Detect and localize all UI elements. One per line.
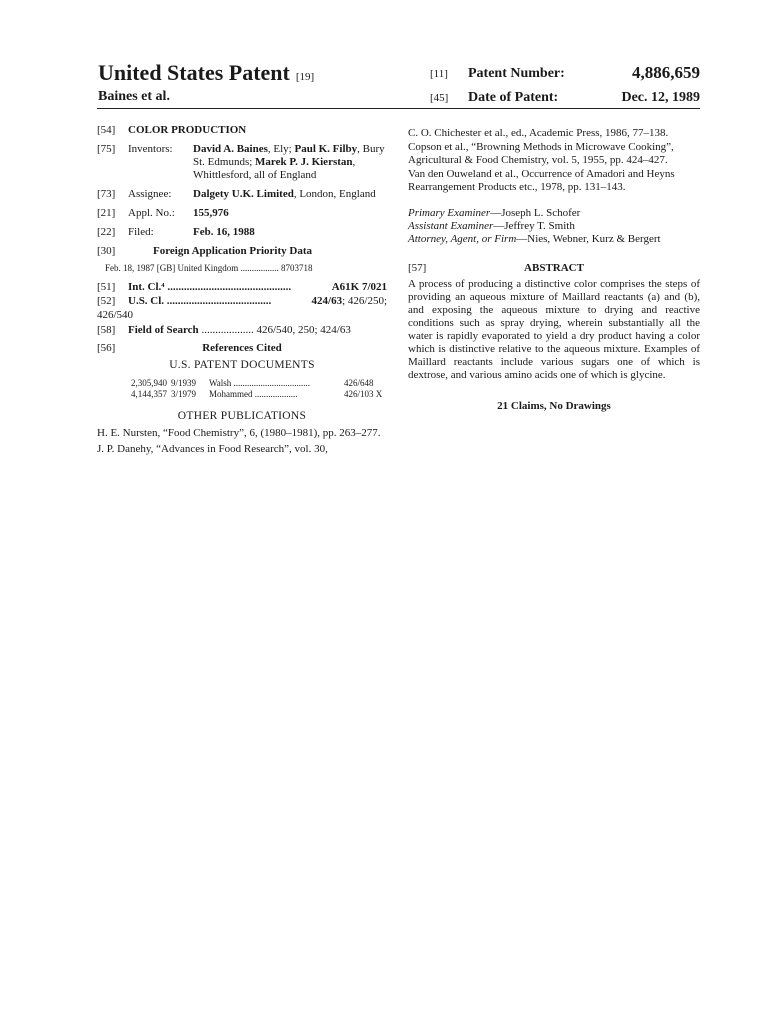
us-cl-primary: 424/63 [311, 295, 343, 307]
inventor-location: , Ely; [267, 143, 295, 155]
field-of-search-row [97, 324, 387, 337]
field-label: Assignee: [128, 188, 172, 200]
left-column [97, 124, 387, 459]
search-label: Field of Search [128, 324, 199, 336]
primary-examiner [408, 207, 700, 220]
int-cl-row [97, 281, 387, 294]
ref-number: 4,144,357 [131, 389, 167, 399]
publication-entry: C. O. Chichester et al., ed., Academic Press, 1986, 77–138. [408, 127, 669, 139]
patent-number: 4,886,659 [632, 63, 700, 82]
patent-office-title [98, 60, 314, 86]
spacer [408, 195, 700, 207]
priority-title: Foreign Application Priority Data [153, 245, 312, 257]
patent-number-row [430, 63, 700, 82]
publication-entry: H. E. Nursten, “Food Chemistry”, 6, (1980–1981), pp. 263–277. [97, 427, 381, 439]
field-label: Inventors: [128, 143, 173, 155]
int-cl-label: Int. Cl.⁴ ............................................. [128, 281, 292, 293]
applicant-name: Baines et al. [98, 89, 170, 104]
inventor-location: , Bury St. Edmunds; [193, 143, 385, 168]
header-rule [97, 108, 700, 109]
priority-row: Feb. 18, 1987 [GB] United Kingdom ................. 8703718 [105, 263, 313, 273]
title-text: United States Patent [98, 60, 290, 85]
claims-summary: 21 Claims, No Drawings [497, 400, 611, 412]
right-column [408, 127, 700, 413]
abstract-text: A process of producing a distinctive color comprises the steps of providing an aqueous mixture of Maillard reactants (a) and (b), and exposing the aqueous mixture to drying and reactive conditions such as spray drying, wherein substantially all the water is rapidly evaporated to yield a dry product having a color which is distinctive relative to the aqueous mixture. Examples of Maillard reactants include various sugars one of which is dextrose, and various amino acids one of which is glycine. [408, 278, 700, 381]
primary-examiner-name: —Joseph L. Schofer [490, 207, 581, 219]
us-cl-label: U.S. Cl. ...................................... [128, 295, 272, 307]
inventor-name: Paul K. Filby [294, 143, 358, 155]
attorney [408, 233, 700, 246]
date-code: [45] [430, 92, 449, 104]
attorney-label: Attorney, Agent, or Firm [408, 233, 517, 245]
ref-class: 426/648 [344, 378, 374, 388]
assistant-examiner-name: —Jeffrey T. Smith [493, 220, 575, 232]
assistant-examiner-label: Assistant Examiner [408, 220, 494, 232]
search-value: ................... 426/540, 250; 424/63 [198, 324, 351, 336]
priority-heading [97, 245, 387, 258]
filed-date: Feb. 16, 1988 [193, 226, 255, 238]
date-of-patent: Dec. 12, 1989 [621, 90, 700, 105]
field-code: [21] [97, 207, 116, 219]
field-code: [54] [97, 124, 116, 136]
publication-entry: Van den Ouweland et al., Occurrence of Amadori and Heyns Rearrangement Products etc., 1978, pp. 131–143. [408, 168, 675, 193]
patent-ref-row [119, 378, 387, 389]
date-of-patent-row [430, 90, 700, 106]
abstract-title: ABSTRACT [524, 262, 584, 274]
filed-field [97, 226, 387, 239]
ref-class: 426/103 X [344, 389, 383, 399]
patent-number-code: [11] [430, 68, 448, 80]
field-code: [52] [97, 295, 116, 307]
field-code: [75] [97, 143, 116, 155]
field-code: [30] [97, 245, 116, 257]
attorney-name: —Nies, Webner, Kurz & Bergert [516, 233, 661, 245]
title-field [97, 124, 387, 137]
field-code: [22] [97, 226, 116, 238]
ref-inventor: Walsh .................................. [209, 378, 311, 388]
ref-date: 9/1939 [171, 378, 197, 388]
references-title: References Cited [202, 342, 282, 354]
ref-number: 2,305,940 [131, 378, 167, 388]
title-code: [19] [295, 71, 315, 83]
field-code: [57] [408, 262, 427, 274]
publication-entry: Copson et al., “Browning Methods in Microwave Cooking”, Agricultural & Food Chemistry, vol. 5, 1955, pp. 424–427. [408, 141, 674, 166]
references-heading [97, 342, 387, 355]
us-patent-documents-heading: U.S. PATENT DOCUMENTS [169, 359, 315, 371]
ref-inventor: Mohammed ................... [209, 389, 298, 399]
patent-ref-row [119, 389, 387, 400]
assignee-location: , London, England [293, 188, 376, 200]
field-code: [73] [97, 188, 116, 200]
field-code: [56] [97, 342, 116, 354]
primary-examiner-label: Primary Examiner [408, 207, 491, 219]
us-cl-secondary: ; 426/250; [342, 295, 387, 307]
us-cl-line2: 426/540 [97, 309, 134, 321]
ref-date: 3/1979 [171, 389, 197, 399]
appl-no-field [97, 207, 387, 220]
us-cl-value [312, 295, 387, 308]
publication-entry: J. P. Danehy, “Advances in Food Research”, vol. 30, [97, 443, 328, 455]
inventors-list [193, 143, 387, 182]
patent-number-label: Patent Number: [468, 66, 565, 81]
inventor-name: David A. Baines [193, 143, 268, 155]
int-cl-value: A61K 7/021 [331, 281, 387, 293]
appl-no: 155,976 [193, 207, 229, 219]
inventor-location: , Whittlesford, all of England [193, 156, 356, 181]
inventor-name: Marek P. J. Kierstan [255, 156, 353, 168]
inventors-field [97, 143, 387, 182]
field-label: Filed: [128, 226, 154, 238]
assistant-examiner [408, 220, 700, 233]
assignee-value [193, 188, 387, 201]
field-label: Appl. No.: [128, 207, 175, 219]
assignee-field [97, 188, 387, 201]
date-label: Date of Patent: [468, 90, 559, 105]
field-code: [58] [97, 324, 116, 336]
assignee-name: Dalgety U.K. Limited [193, 188, 294, 200]
us-cl-row [97, 295, 387, 308]
other-publications-heading: OTHER PUBLICATIONS [177, 410, 307, 422]
field-of-search [128, 324, 387, 337]
abstract-heading [408, 262, 700, 275]
field-code: [51] [97, 281, 116, 293]
invention-title: COLOR PRODUCTION [128, 124, 247, 136]
